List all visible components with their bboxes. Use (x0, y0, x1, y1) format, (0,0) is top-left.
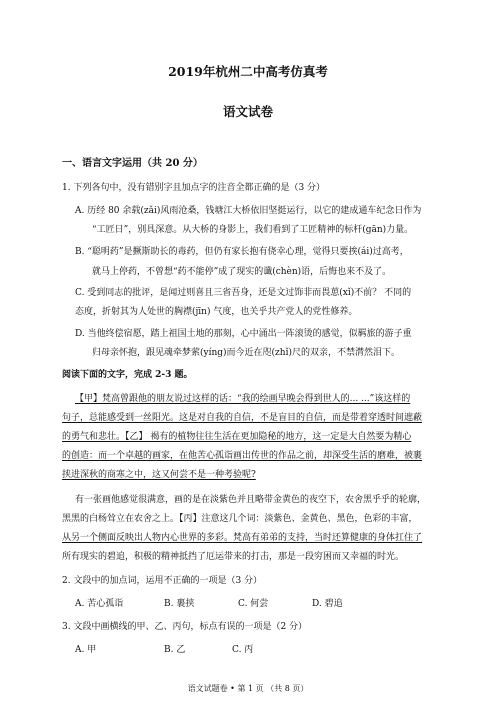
q1-option-c-line1: C. 受到同志的批评，是闻过则喜且三省吾身，还是文过饰非而畏葸(xǐ)不前？ 不同的 (75, 288, 412, 298)
passage-instruction: 阅读下面的文字，完成 2-3 题。 (62, 370, 193, 380)
exam-title: 2019年杭州二中高考仿真考 (168, 64, 328, 79)
q3-option-b: B. 乙 (164, 645, 186, 655)
q1-option-d-line1: D. 当他终偿宿愿，踏上祖国土地的那刻，心中涌出一阵滚烫的感觉，似羁旅的游子重 (75, 329, 412, 339)
exam-subtitle: 语文试卷 (222, 104, 273, 119)
passage-p2-line1: 有一张画他感觉很满意，画的是在淡紫色并且略带金黄色的夜空下，农舍黑乎乎的轮廓， (75, 495, 427, 505)
passage-p1-line3: 的勇气和悲壮。【乙】 褐有的植物往往生活在更加隐秘的地方，这一定是大自然要为精心 (62, 432, 412, 442)
q1-option-d-line2: 归母亲怀抱，跟见魂牵梦萦(yíng)而今近在咫(zhǐ)尺的双亲，不禁潸然泪下。 (92, 348, 400, 358)
q1-option-a-line2: “工匠日”，别具深意。从大桥的身影上，我们看到了工匠精神的标杆(gān)力量。 (92, 225, 414, 235)
q1-option-b-line2: 就马上停药，不曾想“药不能停”成了现实的谶(chèn)语，后悔也来不及了。 (92, 267, 392, 277)
q3-option-c: C. 丙 (232, 645, 254, 655)
passage-p2-line2: 黑黑的白杨耸立在农舍之上。【丙】注意这几个词：淡紫色、金黄色、黑色，色彩的丰富， (62, 514, 418, 524)
q2-option-c: C. 何尝 (238, 599, 269, 609)
question-2-stem: 2. 文段中的加点词，运用不正确的一项是（3 分） (62, 576, 263, 586)
q3-option-a: A. 甲 (75, 645, 97, 655)
passage-p1-line4: 的创造：而一个卓越的画家，在他苦心孤诣画出传世的作品之前，却深受生活的磨难，被裹 (62, 451, 423, 461)
passage-p2-line4: 所有现实的碧追，积极的精神抵挡了厄运带来的打击，那是一段穷困而又幸福的时光。 (62, 552, 405, 562)
passage-p2-line3: 从另一个侧面反映出人物内心世界的多彩。梵高有弟弟的支持，当时还算健康的身体扛住了 (62, 533, 423, 543)
passage-p1-line1: 【甲】梵高曾跟他的朋友说过这样的话：“我的绘画早晚会得到世人的... ...”该这样的 (75, 394, 411, 404)
page-footer: 语文试题卷 • 第 1 页 （共 8 页） (187, 684, 309, 693)
passage-p1-line2: 句子，总能感受到一丝阳光。这是对自我的自信，不是盲目的自信，而是带着穿透时间遮蔽 (62, 413, 423, 423)
passage-p1-line5: 挟进深秋的商寒之中，这又何尝不是一种考验呢? (62, 470, 256, 480)
question-3-stem: 3. 文段中画横线的甲、乙、丙句，标点有误的一项是（2 分） (62, 622, 308, 632)
q2-option-b: B. 裹挟 (164, 599, 195, 609)
question-1-stem: 1. 下列各句中，没有错别字且加点字的注音全都正确的是（3 分） (62, 183, 326, 193)
q1-option-b-line1: B. “聪明药”是撅斯助长的毒药，但仍有家长抱有侥幸心理，觉得只要挨(ái)过高考， (75, 247, 409, 257)
q1-option-a-line1: A. 历经 80 余载(zǎi)风雨沧桑，钱塘江大桥依旧坚挺运行，以它的建成通车纪念日作为 (75, 206, 422, 216)
q1-option-c-line2: 态度，折射其为人处世的胸襟(jīn) 气度，也关乎共产党人的党性修养。 (75, 307, 358, 317)
q2-option-a: A. 苦心孤诣 (75, 599, 124, 609)
q2-option-d: D. 碧追 (312, 599, 343, 609)
section-heading: 一、语言文字运用（共 20 分） (62, 158, 203, 169)
